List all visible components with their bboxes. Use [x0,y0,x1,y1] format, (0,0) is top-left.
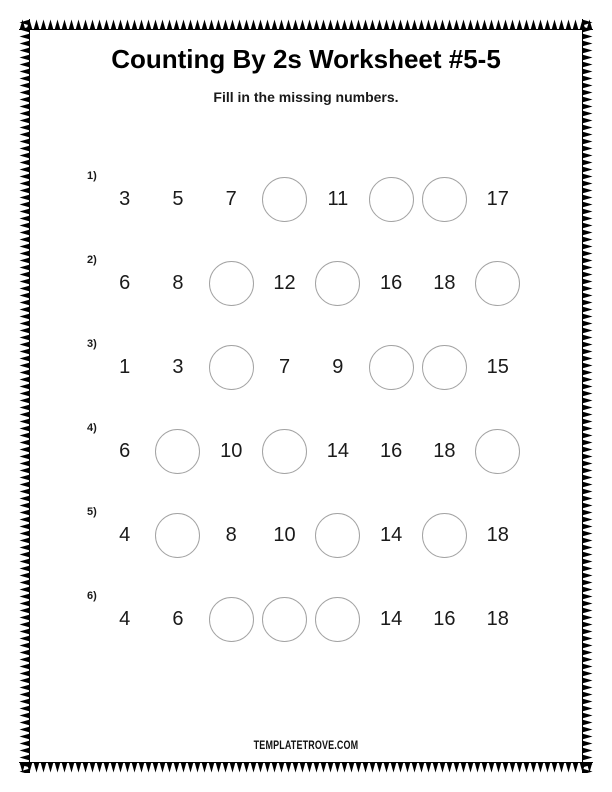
number-text: 16 [380,439,403,462]
number-cell [98,157,151,241]
number-text: 7 [225,187,237,210]
number-cell [151,325,204,409]
blank-cell [311,577,364,661]
number-cell [418,241,471,325]
number-text: 15 [486,355,509,378]
number-cell [205,157,258,241]
instructions-text: Fill in the missing numbers. [213,89,399,105]
answer-circle [475,261,520,306]
answer-circle [209,597,254,642]
number-cell [418,409,471,493]
number-text: 12 [273,271,296,294]
answer-circle [155,513,200,558]
row-items [98,409,524,493]
answer-circle [422,345,467,390]
number-text: 10 [273,523,296,546]
blank-cell [311,493,364,577]
number-text: 10 [220,439,243,462]
blank-cell [418,493,471,577]
number-text: 11 [327,187,349,210]
number-text: 4 [119,523,131,546]
answer-circle [155,429,200,474]
blank-cell [418,325,471,409]
blank-cell [205,577,258,661]
number-cell [258,241,311,325]
number-text: 16 [433,607,456,630]
blank-cell [205,325,258,409]
number-text: 17 [486,187,509,210]
answer-circle [369,345,414,390]
number-text: 6 [172,607,184,630]
row-number-label: 6) [87,590,97,602]
blank-cell [471,409,524,493]
worksheet-row [87,325,539,409]
row-items [98,241,524,325]
answer-circle [262,429,307,474]
number-text: 16 [380,271,403,294]
number-text: 7 [278,355,291,378]
number-cell [471,157,524,241]
row-items [98,577,524,661]
number-text: 1 [119,355,131,378]
answer-circle [315,261,360,306]
number-text: 5 [172,187,184,210]
answer-circle [262,177,307,222]
number-text: 9 [332,355,344,378]
number-text: 4 [119,607,131,630]
worksheet-row [87,493,539,577]
number-cell [98,325,151,409]
blank-cell [205,241,258,325]
answer-circle [262,597,307,642]
answer-circle [315,597,360,642]
number-text: 3 [172,355,184,378]
number-cell [418,577,471,661]
number-cell [364,493,417,577]
row-number-label: 3) [87,338,97,350]
number-cell [311,157,364,241]
number-text: 18 [486,523,509,546]
row-number-label: 2) [87,254,97,266]
number-cell [98,409,151,493]
answer-circle [422,513,467,558]
number-cell [151,577,204,661]
number-cell [364,577,417,661]
number-cell [151,157,204,241]
row-items [98,157,524,241]
number-cell [471,493,524,577]
answer-circle [475,429,520,474]
number-text: 14 [380,607,403,630]
number-cell [258,325,311,409]
number-cell [98,577,151,661]
blank-cell [258,157,311,241]
number-text: 6 [119,439,131,462]
blank-cell [258,577,311,661]
number-text: 6 [119,271,131,294]
number-cell [364,241,417,325]
answer-circle [209,345,254,390]
worksheet-row [87,157,539,241]
answer-circle [315,513,360,558]
number-text: 8 [172,271,184,294]
worksheet-row [87,577,539,661]
blank-cell [418,157,471,241]
blank-cell [258,409,311,493]
number-cell [98,493,151,577]
number-text: 18 [433,439,456,462]
worksheet-row [87,409,539,493]
row-number-label: 4) [87,422,97,434]
number-text: 3 [119,187,131,210]
number-cell [151,241,204,325]
number-cell [98,241,151,325]
row-number-label: 1) [87,170,97,182]
answer-circle [209,261,254,306]
number-cell [205,493,258,577]
number-text: 18 [433,271,456,294]
page-title: Counting By 2s Worksheet #5-5 [111,44,501,74]
number-cell [471,325,524,409]
number-text: 14 [326,439,349,462]
number-cell [258,493,311,577]
number-cell [471,577,524,661]
blank-cell [311,241,364,325]
number-cell [364,409,417,493]
number-text: 14 [380,523,403,546]
number-text: 18 [486,607,509,630]
row-items [98,325,524,409]
number-text: 8 [225,523,237,546]
blank-cell [364,325,417,409]
answer-circle [422,177,467,222]
row-number-label: 5) [87,506,97,518]
blank-cell [151,493,204,577]
worksheet-row [87,241,539,325]
footer-branding: TEMPLATETROVE.COM [253,740,359,752]
row-items [98,493,524,577]
blank-cell [364,157,417,241]
blank-cell [151,409,204,493]
number-cell [205,409,258,493]
number-cell [311,325,364,409]
answer-circle [369,177,414,222]
number-cell [311,409,364,493]
blank-cell [471,241,524,325]
